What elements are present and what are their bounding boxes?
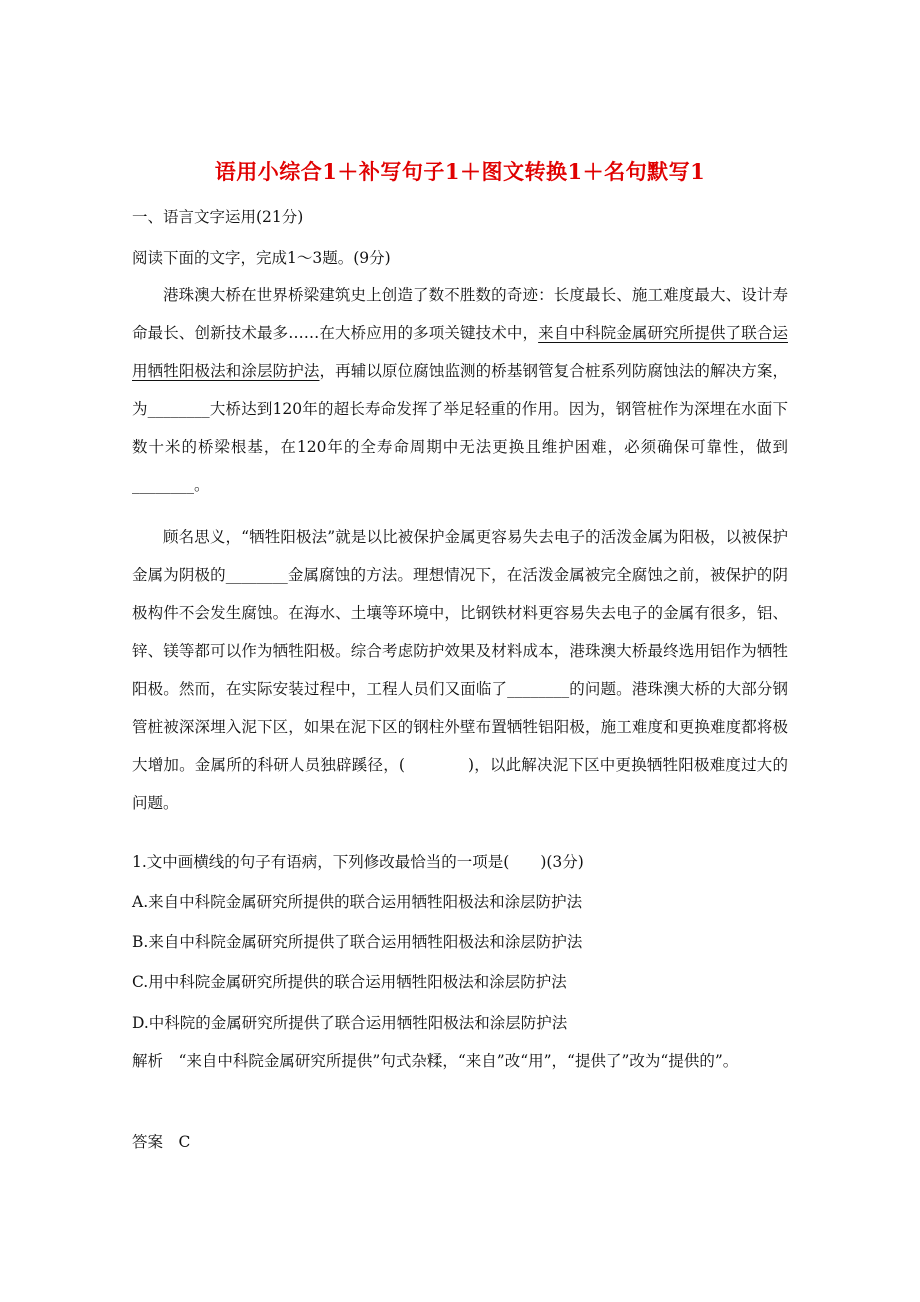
answer-text: 答案 C — [132, 1133, 191, 1151]
question-stem: 1.文中画横线的句子有语病，下列修改最恰当的一项是( )(3分) — [132, 853, 584, 871]
page-title: 语用小综合1＋补写句子1＋图文转换1＋名句默写1 — [214, 159, 706, 184]
analysis-text: 解析 “来自中科院金属研究所提供”句式杂糅，“来自”改“用”，“提供了”改为“提供的”。 — [132, 1052, 739, 1070]
option-c: C.用中科院金属研究所提供的联合运用牺牲阳极法和涂层防护法 — [132, 973, 567, 991]
option-b: B.来自中科院金属研究所提供了联合运用牺牲阳极法和涂层防护法 — [132, 933, 583, 951]
passage-paragraph-1 — [132, 276, 788, 504]
passage-text: ，再辅以原位腐蚀监测的桥基钢管复合桩系列防腐蚀法的解决方案，为________大桥达到120年的超长寿命发挥了举足轻重的作用。因为，钢管桩作为深埋在水面下数十米的桥梁根基，在120年的全寿命周期中无法更换且维护困难，必须确保可靠性，做到________。 — [132, 362, 788, 494]
section-heading: 一、语言文字运用(21分) — [132, 208, 304, 226]
option-d: D.中科院的金属研究所提供了联合运用牺牲阳极法和涂层防护法 — [132, 1014, 568, 1032]
underlined-sentence: 来自中科院金属研究所提供了联合运用牺牲阳极法和涂层防护法 — [132, 324, 788, 380]
passage-text: 港珠澳大桥在世界桥梁建筑史上创造了数不胜数的奇迹：长度最长、施工难度最大、设计寿命最长、创新技术最多……在大桥应用的多项关键技术中， — [132, 286, 788, 342]
reading-instruction: 阅读下面的文字，完成1～3题。(9分) — [132, 249, 391, 267]
option-a: A.来自中科院金属研究所提供的联合运用牺牲阳极法和涂层防护法 — [132, 893, 583, 911]
passage-paragraph-2: 顾名思义，“牺牲阳极法”就是以比被保护金属更容易失去电子的活泼金属为阳极，以被保护金属为阴极的________金属腐蚀的方法。理想情况下，在活泼金属被完全腐蚀之前，被保护的阴极构件不会发生腐蚀。在海水、土壤等环境中，比钢铁材料更容易失去电子的金属有很多，铝、锌、镁等都可以作为牺牲阳极。综合考虑防护效果及材料成本，港珠澳大桥最终选用铝作为牺牲阳极。然而，在实际安装过程中，工程人员们又面临了________的问题。港珠澳大桥的大部分钢管桩被深深埋入泥下区，如果在泥下区的钢柱外壁布置牺牲铝阳极，施工难度和更换难度都将极大增加。金属所的科研人员独辟蹊径，( )，以此解决泥下区中更换牺牲阳极难度过大的问题。 — [132, 528, 788, 812]
